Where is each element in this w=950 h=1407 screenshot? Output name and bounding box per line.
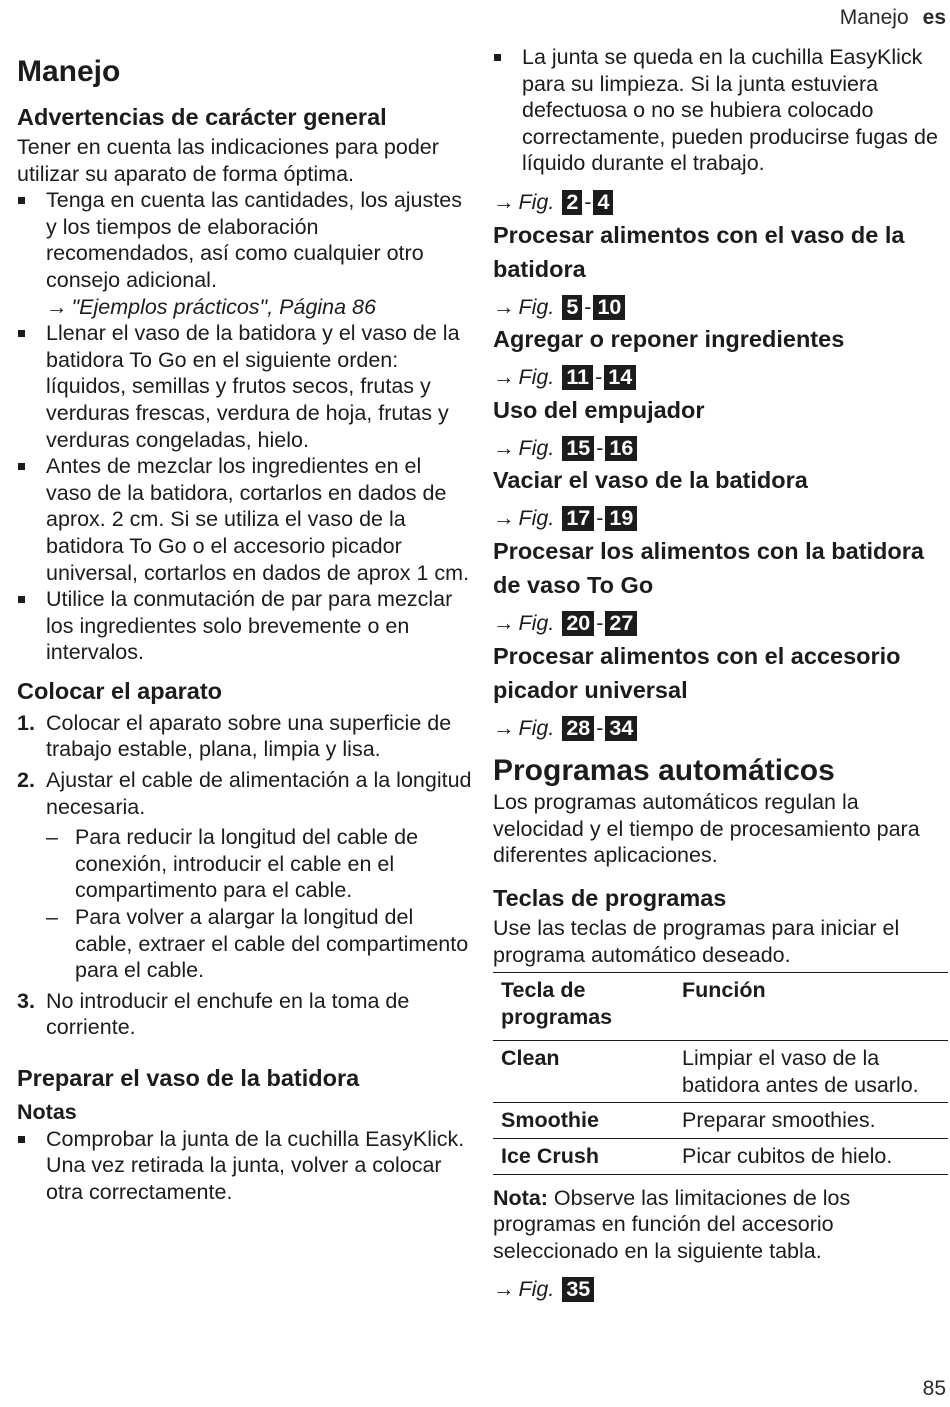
place-heading: Colocar el aparato — [17, 677, 223, 704]
prepare-heading: Preparar el vaso de la batidora — [17, 1065, 360, 1091]
continued-bullet-list — [493, 44, 948, 177]
substep-item: – Para reducir la longitud del cable de conexión, introducir el cable en el compartimento para el cable. — [46, 824, 472, 904]
left-column — [17, 0, 472, 1205]
arrow-right-icon: → — [46, 294, 68, 319]
figure-badge: 10 — [593, 295, 625, 320]
figure-badge: 4 — [593, 190, 613, 215]
program-function: Picar cubitos de hielo. — [682, 1144, 893, 1169]
substep-list — [46, 824, 472, 984]
figure-reference: → Fig. 11 - 14 — [493, 364, 948, 391]
figure-reference: → Fig. 28 - 34 — [493, 715, 948, 742]
figure-badge: 16 — [605, 436, 637, 461]
figure-badge: 35 — [562, 1277, 594, 1302]
figure-reference: → Fig. 15 - 16 — [493, 435, 948, 462]
general-bullet-list — [17, 187, 472, 666]
table-header-function: Función — [682, 978, 766, 1003]
section-heading: Agregar o reponer ingredientes — [493, 326, 845, 353]
table-row — [493, 1139, 948, 1175]
section-heading: Procesar alimentos con el accesorio picador universal — [493, 642, 901, 703]
figure-badge: 17 — [562, 506, 594, 531]
figure-badge: 34 — [605, 716, 637, 741]
arrow-right-icon: → — [493, 365, 515, 390]
table-header-key: Tecla de programas — [501, 978, 613, 1029]
right-column — [493, 44, 948, 1305]
step-item: 1. Colocar el aparato sobre una superficie de trabajo estable, plana, limpia y lisa. — [17, 710, 452, 762]
language-code: es — [922, 6, 946, 29]
arrow-right-icon: → — [493, 715, 515, 740]
programs-note: Nota: Observe las limitaciones de los programas en función del accesorio seleccionado en la siguiente tabla. — [493, 1185, 851, 1263]
arrow-right-icon: → — [493, 1277, 515, 1302]
figure-badge: 27 — [605, 611, 637, 636]
running-header — [840, 6, 946, 30]
section-heading: Vaciar el vaso de la batidora — [493, 467, 808, 494]
figure-badge: 11 — [562, 365, 593, 390]
figure-badge: 15 — [562, 436, 594, 461]
table-header-row — [493, 973, 948, 1041]
page-title: Manejo — [17, 55, 121, 88]
section-heading: Uso del empujador — [493, 396, 705, 423]
program-key: Ice Crush — [501, 1144, 599, 1169]
table-row — [493, 1103, 948, 1139]
arrow-right-icon: → — [493, 294, 515, 319]
figure-sections — [493, 218, 948, 742]
figure-badge: 5 — [562, 295, 582, 320]
list-item: Tenga en cuenta las cantidades, los ajustes y los tiempos de elaboración recomendados, así como cualquier otro consejo adicional. → "Ejemplos prácticos", Página 86 — [17, 187, 472, 320]
programs-intro: Los programas automáticos regulan la velocidad y el tiempo de procesamiento para diferentes aplicaciones. — [493, 790, 920, 868]
figure-badge: 2 — [562, 190, 582, 215]
cross-reference: → "Ejemplos prácticos", Página 86 — [46, 294, 376, 319]
program-key: Smoothie — [501, 1108, 599, 1133]
program-function: Limpiar el vaso de la batidora antes de usarlo. — [682, 1046, 919, 1097]
section-heading: Procesar los alimentos con la batidora de vaso To Go — [493, 537, 924, 598]
figure-badge: 28 — [562, 716, 594, 741]
figure-reference: → Fig. 17 - 19 — [493, 505, 948, 532]
place-steps — [17, 710, 472, 1041]
figure-badge: 20 — [562, 611, 594, 636]
table-row — [493, 1041, 948, 1103]
figure-reference: → Fig. 5 - 10 — [493, 294, 948, 321]
prepare-bullet-list — [17, 1126, 472, 1206]
list-item: La junta se queda en la cuchilla EasyKlick para su limpieza. Si la junta estuviera defectuosa o no se hubiera colocado correctamente, pueden producirse fugas de líquido durante el trabajo. — [493, 44, 948, 177]
program-function: Preparar smoothies. — [682, 1108, 876, 1133]
note-label: Nota: — [493, 1185, 548, 1210]
figure-reference: → Fig. 35 — [493, 1276, 948, 1303]
running-header-section: Manejo — [839, 6, 909, 29]
general-intro: Tener en cuenta las indicaciones para poder utilizar su aparato de forma óptima. — [17, 135, 439, 186]
step-item: 3. No introducir el enchufe en la toma de corriente. — [17, 988, 410, 1040]
program-keys-table — [493, 972, 948, 1175]
arrow-right-icon: → — [493, 189, 515, 214]
figure-reference: → Fig. 20 - 27 — [493, 610, 948, 637]
program-key: Clean — [501, 1046, 560, 1071]
programs-title: Programas automáticos — [493, 754, 835, 788]
arrow-right-icon: → — [493, 610, 515, 635]
section-heading: Procesar alimentos con el vaso de la batidora — [493, 221, 905, 282]
program-keys-intro: Use las teclas de programas para iniciar el programa automático deseado. — [493, 915, 900, 967]
notes-label: Notas — [17, 1100, 77, 1124]
page-number: 85 — [922, 1377, 946, 1400]
general-heading: Advertencias de carácter general — [17, 104, 387, 130]
figure-badge: 14 — [604, 365, 636, 390]
list-item: Comprobar la junta de la cuchilla EasyKlick. Una vez retirada la junta, volver a colocar otra correctamente. — [17, 1126, 472, 1206]
program-keys-heading: Teclas de programas — [493, 884, 727, 911]
figure-badge: 19 — [605, 506, 637, 531]
list-item: Llenar el vaso de la batidora y el vaso de la batidora To Go en el siguiente orden: líquidos, semillas y frutos secos, frutas y verduras frescas, verdura de hoja, frutas y verduras congeladas, hielo. — [17, 320, 472, 453]
list-item: Antes de mezclar los ingredientes en el vaso de la batidora, cortarlos en dados de aprox. 2 cm. Si se utiliza el vaso de la batidora To Go o el accesorio picador universal, cortarlos en dados de aprox 1 cm. — [17, 453, 472, 586]
figure-reference: → Fig. 2 - 4 — [493, 189, 948, 216]
arrow-right-icon: → — [493, 506, 515, 531]
list-item: Utilice la conmutación de par para mezclar los ingredientes solo brevemente o en intervalos. — [17, 586, 472, 666]
step-item: 2. Ajustar el cable de alimentación a la longitud necesaria. – Para reducir la longitud del cable de conexión, introducir el cable en el compartimento para el cable. – Para volver a alargar la longitud del cable, extraer el cable del compartimento para el cable. — [17, 767, 472, 984]
arrow-right-icon: → — [493, 435, 515, 460]
substep-item: – Para volver a alargar la longitud del cable, extraer el cable del compartimento para el cable. — [46, 904, 472, 984]
